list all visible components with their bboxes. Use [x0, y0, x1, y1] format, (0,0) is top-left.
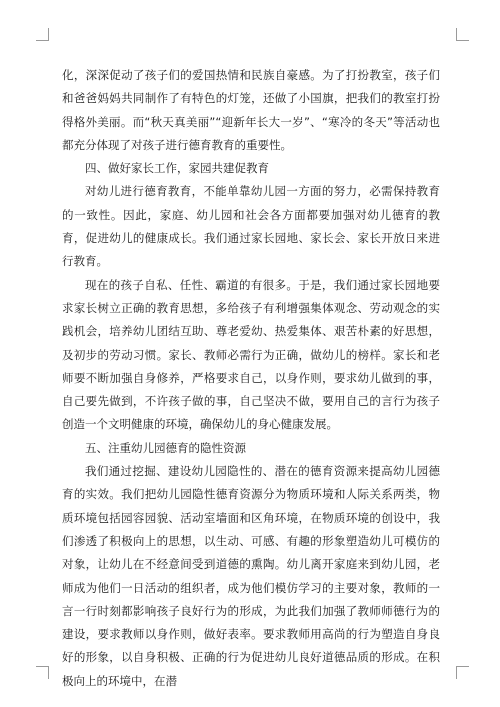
- crop-mark-top-right: [456, 28, 469, 41]
- crop-mark-bottom-left: [36, 666, 49, 679]
- document-page: [62, 64, 440, 693]
- section-heading-5: 五、注重幼儿园德育的隐性资源: [85, 440, 246, 455]
- paragraph-parent-cooperation: 对幼儿进行德育教育，不能单靠幼儿园一方面的努力，必需保持教育的一致性。因此，家庭、幼儿园和社会各方面都要加强对幼儿德育的教育，促进幼儿的健康成长。我们通过家长园地、家长会、家长开放日来进行教育。: [62, 184, 440, 269]
- paragraph-parent-guidance: 现在的孩子自私、任性、霸道的有很多。于是，我们通过家长园地要求家长树立正确的教育思想，多给孩子有利增强集体观念、劳动观念的实践机会，培养幼儿团结互助、尊老爱幼、热爱集体、艰苦朴素的好思想，及初步的劳动习惯。家长、教师必需行为正确，做幼儿的榜样。家长和老师要不断加强自身修养，严格要求自己，以身作则，要求幼儿做到的事，自己要先做到，不许孩子做的事，自己坚决不做，要用自己的言行为孩子创造一个文明健康的环境，确保幼儿的身心健康发展。: [62, 277, 440, 432]
- paragraph-continuation: 化，深深促动了孩子们的爱国热情和民族自豪感。为了打扮教室，孩子们和爸爸妈妈共同制作了有特色的灯笼，还做了小国旗，把我们的教室打扮得格外美丽。而“秋天真美丽”“迎新年长大一岁”、“寒冷的冬天”等活动也都充分体现了对孩子进行德育教育的重要性。: [62, 68, 440, 152]
- section-heading-4: 四、做好家长工作，家园共建促教育: [85, 161, 269, 176]
- paragraph-hidden-resources: 我们通过挖掘、建设幼儿园隐性的、潜在的德育资源来提高幼儿园德育的实效。我们把幼儿园隐性德育资源分为物质环境和人际关系两类，物质环境包括园容园貌、活动室墙面和区角环境，在物质环境的创设中，我们渗透了积极向上的思想，以生动、可感、有趣的形象塑造幼儿可模仿的对象，让幼儿在不经意间受到道德的熏陶。幼儿离开家庭来到幼儿园，老师成为他们一日活动的组织者，成为他们模仿学习的主要对象，教师的一言一行时刻都影响孩子良好行为的形成，为此我们加强了教师师德行为的建设，要求教师以身作则，做好表率。要求教师用高尚的行为塑造自身良好的形象，以自身积极、正确的行为促进幼儿良好道德品质的形成。在积极向上的环境中，在潜: [62, 464, 440, 688]
- crop-mark-bottom-right: [456, 666, 469, 679]
- crop-mark-top-left: [36, 28, 49, 41]
